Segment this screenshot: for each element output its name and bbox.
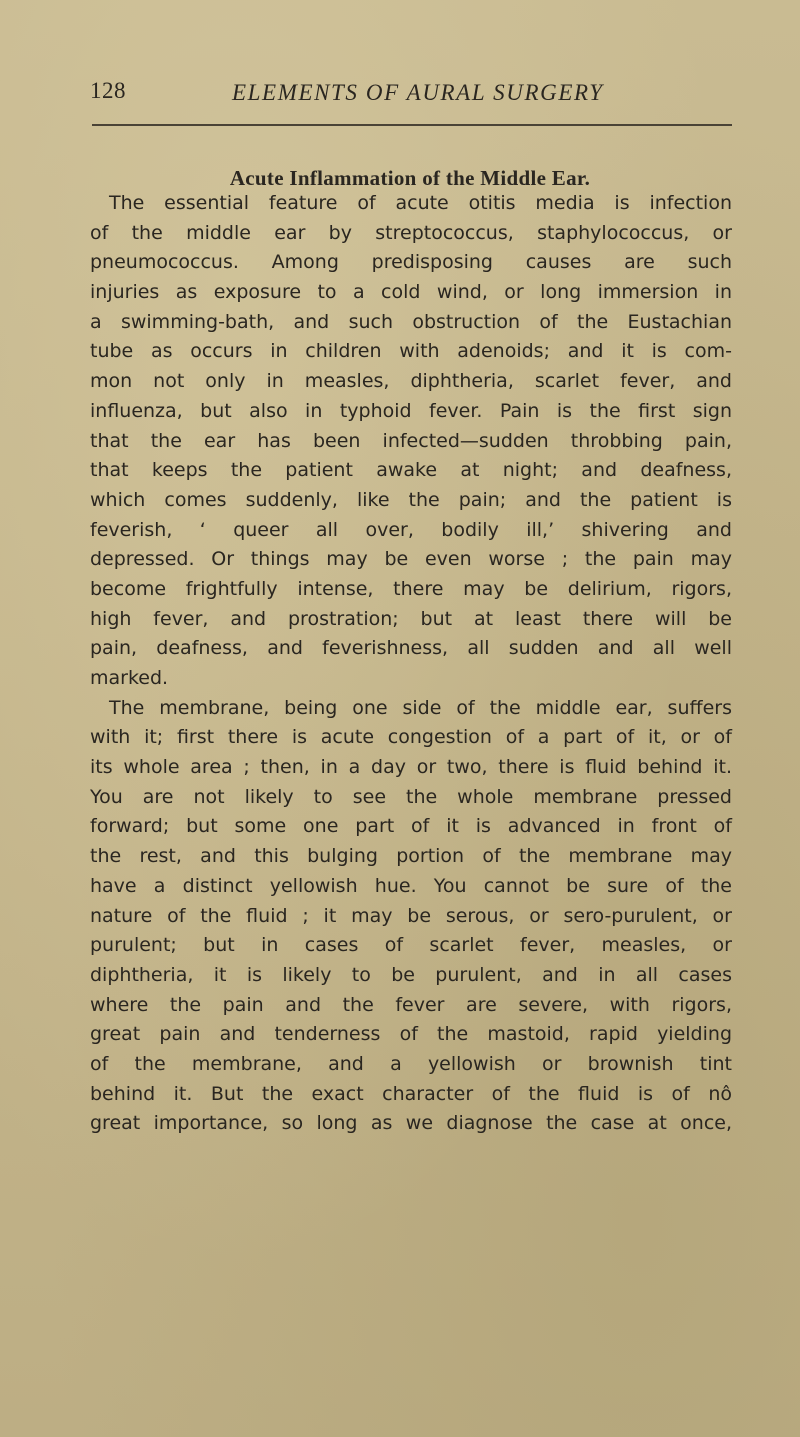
text-line: The essential feature of acute otitis media is infection bbox=[109, 192, 732, 214]
body-text bbox=[90, 189, 732, 1139]
text-line: behind it. But the exact character of the fluid is of nô bbox=[90, 1082, 732, 1105]
text-line: which comes suddenly, like the pain; and the patient is bbox=[90, 488, 732, 511]
text-line: become frightfully intense, there may be delirium, rigors, bbox=[90, 577, 732, 600]
text-line: that the ear has been infected—sudden throbbing pain, bbox=[90, 429, 732, 452]
running-head bbox=[0, 78, 800, 118]
text-line: marked. bbox=[90, 667, 169, 689]
section-heading: Acute Inflammation of the Middle Ear. bbox=[229, 166, 591, 190]
text-line: You are not likely to see the whole membrane pressed bbox=[90, 785, 732, 808]
text-line: a swimming-bath, and such obstruction of the Eustachian bbox=[90, 310, 732, 333]
page-number: 128 bbox=[90, 78, 126, 103]
text-line: pain, deafness, and feverishness, all sudden and all well bbox=[90, 637, 732, 660]
text-line: have a distinct yellowish hue. You cannot be sure of the bbox=[90, 874, 732, 897]
text-line: depressed. Or things may be even worse ; the pain may bbox=[90, 548, 732, 571]
text-line: mon not only in measles, diphtheria, scarlet fever, and bbox=[90, 370, 732, 393]
text-line: that keeps the patient awake at night; and deafness, bbox=[90, 459, 732, 482]
text-line: where the pain and the fever are severe, with rigors, bbox=[90, 993, 732, 1016]
text-line: its whole area ; then, in a day or two, there is fluid behind it. bbox=[90, 756, 732, 779]
text-line: pneumococcus. Among predisposing causes are such bbox=[90, 251, 732, 274]
text-line: The membrane, being one side of the middle ear, suffers bbox=[109, 696, 732, 719]
text-line: with it; first there is acute congestion of a part of it, or of bbox=[90, 726, 732, 749]
running-title: ELEMENTS OF AURAL SURGERY bbox=[232, 80, 604, 105]
text-line: great importance, so long as we diagnose the case at once, bbox=[90, 1112, 732, 1135]
text-line: high fever, and prostration; but at least there will be bbox=[90, 607, 732, 630]
text-line: injuries as exposure to a cold wind, or long immersion in bbox=[90, 281, 732, 304]
text-line: nature of the fluid ; it may be serous, or sero-purulent, or bbox=[90, 904, 732, 927]
text-line: the rest, and this bulging portion of the membrane may bbox=[90, 845, 732, 868]
header-rule bbox=[92, 124, 732, 126]
text-line: great pain and tenderness of the mastoid, rapid yielding bbox=[90, 1023, 732, 1046]
text-line: feverish, ‘ queer all over, bodily ill,’ shivering and bbox=[90, 518, 732, 541]
text-line: influenza, but also in typhoid fever. Pain is the first sign bbox=[90, 399, 732, 422]
text-line: diphtheria, it is likely to be purulent, and in all cases bbox=[90, 963, 732, 986]
text-line: purulent; but in cases of scarlet fever, measles, or bbox=[90, 934, 732, 957]
text-line: tube as occurs in children with adenoids; and it is com- bbox=[90, 340, 732, 363]
text-line: of the middle ear by streptococcus, staphylococcus, or bbox=[90, 221, 732, 244]
text-line: forward; but some one part of it is advanced in front of bbox=[90, 815, 732, 838]
text-line: of the membrane, and a yellowish or brownish tint bbox=[90, 1052, 732, 1075]
